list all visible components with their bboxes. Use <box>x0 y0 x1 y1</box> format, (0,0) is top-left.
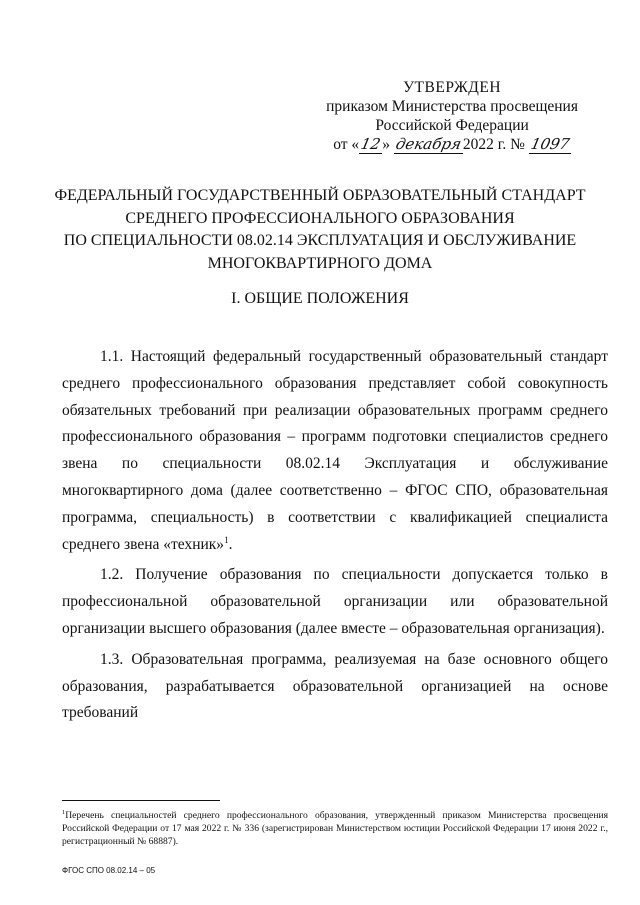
handwritten-day: 12 <box>359 135 383 153</box>
footnote-ref: 1 <box>224 534 229 545</box>
standard-title-line: ПО СПЕЦИАЛЬНОСТИ 08.02.14 ЭКСПЛУАТАЦИЯ И ОБСЛУЖИВАНИЕ <box>63 232 577 249</box>
paragraph-text: 1.1. Настоящий федеральный государственный образовательный стандарт среднего профессионального образования представляет собой совокупность обязательных требований при реализации образовательных программ среднего профессионального образования – программ подготовки специалистов среднего звена по специальности 08.02.14 Эксплуатация и обслуживание многоквартирного дома (далее соответственно – ФГОС СПО, образовательная программа, специальность) в соответствии с квалификацией специалиста среднего звена «техник» <box>62 348 608 553</box>
paragraph-1-3: 1.3. Образовательная программа, реализуемая на базе основного общего образования, разрабатывается образовательной организацией на основе требований <box>62 650 608 722</box>
approval-title: УТВЕРЖДЕН <box>403 79 502 96</box>
approval-order-line: приказом Министерства просвещения <box>326 98 578 115</box>
date-year: 2022 г. № <box>462 136 525 153</box>
standard-title-line: МНОГОКВАРТИРНОГО ДОМА <box>207 254 433 272</box>
standard-title <box>40 185 600 275</box>
footnote-text: Перечень специальностей среднего профессионального образования, утвержденный приказом Министерства просвещения Российской Федерации от 17 мая 2022 г. № 336 (зарегистрирован Министерством юстиции Российской Федерации 17 июня 2022 г., регистрационный № 68887). <box>62 810 608 847</box>
approval-country-line: Российской Федерации <box>375 117 529 134</box>
paragraph-end: . <box>228 535 233 553</box>
footnote <box>62 809 608 848</box>
standard-title-line: СРЕДНЕГО ПРОФЕССИОНАЛЬНОГО ОБРАЗОВАНИЯ <box>125 209 515 227</box>
date-prefix: от « <box>333 136 360 153</box>
body-text <box>62 344 608 731</box>
section-heading: I. ОБЩИЕ ПОЛОЖЕНИЯ <box>231 290 409 307</box>
handwritten-number: 1097 <box>528 135 571 153</box>
approval-stamp <box>326 78 578 154</box>
standard-title-line: ФЕДЕРАЛЬНЫЙ ГОСУДАРСТВЕННЫЙ ОБРАЗОВАТЕЛЬНЫЙ СТАНДАРТ <box>54 187 586 204</box>
approval-date-line <box>326 135 578 154</box>
handwritten-month: декабря <box>394 135 463 153</box>
date-mid: » <box>382 136 390 153</box>
paragraph-1-2: 1.2. Получение образования по специальности допускается только в профессиональной образовательной организации или образовательной организации высшего образования (далее вместе – образовательная организация). <box>62 566 608 637</box>
paragraph-1-1 <box>62 344 608 558</box>
footnote-divider <box>62 800 220 801</box>
document-code: ФГОС СПО 08.02.14 – 05 <box>62 866 156 875</box>
footnote-number: 1 <box>62 808 66 816</box>
